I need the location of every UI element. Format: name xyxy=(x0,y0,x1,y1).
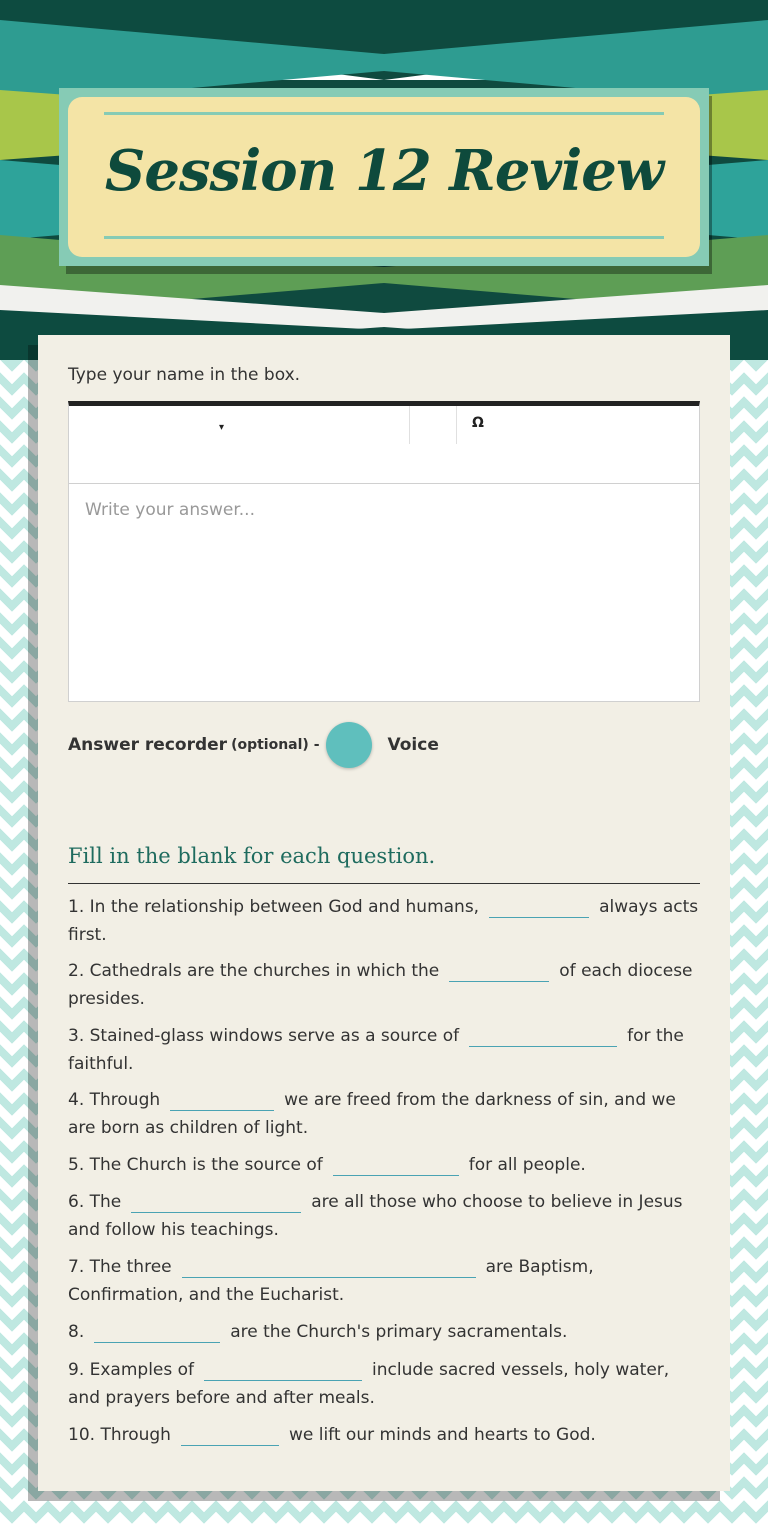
question-text: are the Church's primary sacramentals. xyxy=(230,1322,568,1342)
question-text: 4. Through xyxy=(68,1090,161,1110)
question-text: we are freed from the darkness of sin, and we are born as children of light. xyxy=(68,1090,676,1138)
page-title: Session 12 Review xyxy=(104,138,664,204)
blank-input[interactable] xyxy=(131,1190,301,1213)
blank-input[interactable] xyxy=(333,1153,459,1176)
special-character-icon[interactable]: Ω xyxy=(472,415,484,431)
name-answer-editor[interactable] xyxy=(68,401,700,702)
question-text: for all people. xyxy=(468,1155,586,1175)
question-text: 6. The xyxy=(68,1192,122,1212)
question-text: 9. Examples of xyxy=(68,1360,195,1380)
title-divider-top xyxy=(104,112,664,115)
question-text: 7. The three xyxy=(68,1257,172,1277)
voice-label[interactable]: Voice xyxy=(387,735,439,755)
toolbar-divider xyxy=(409,406,410,444)
answer-recorder xyxy=(68,722,700,768)
question-item xyxy=(68,1421,700,1449)
question-text: always acts first. xyxy=(68,897,699,945)
blank-input[interactable] xyxy=(170,1088,274,1111)
blank-input[interactable] xyxy=(181,1423,279,1446)
name-prompt: Type your name in the box. xyxy=(68,365,301,385)
recorder-optional-label: (optional) - xyxy=(231,737,320,753)
question-text: for the faithful. xyxy=(68,1026,684,1074)
question-item xyxy=(68,893,700,949)
question-text: 5. The Church is the source of xyxy=(68,1155,323,1175)
question-item xyxy=(68,1318,700,1346)
answer-input[interactable]: Write your answer... xyxy=(85,500,255,520)
question-text: 10. Through xyxy=(68,1425,171,1445)
blank-input[interactable] xyxy=(469,1024,617,1047)
question-item xyxy=(68,1356,700,1412)
record-voice-button[interactable] xyxy=(326,722,372,768)
question-text: 8. xyxy=(68,1322,85,1342)
toolbar-divider xyxy=(456,406,457,444)
blank-input[interactable] xyxy=(94,1320,220,1343)
question-item xyxy=(68,1188,700,1244)
recorder-label: Answer recorder xyxy=(68,735,228,755)
question-item xyxy=(68,957,700,1013)
question-text: of each diocese presides. xyxy=(68,961,693,1009)
question-text: are all those who choose to believe in Jesus and follow his teachings. xyxy=(68,1192,683,1240)
question-item xyxy=(68,1022,700,1078)
blank-input[interactable] xyxy=(489,895,589,918)
question-text: 2. Cathedrals are the churches in which the xyxy=(68,961,440,981)
section-divider xyxy=(68,883,700,884)
question-text: include sacred vessels, holy water, and prayers before and after meals. xyxy=(68,1360,670,1408)
editor-toolbar xyxy=(69,406,699,484)
question-text: we lift our minds and hearts to God. xyxy=(288,1425,596,1445)
question-item xyxy=(68,1151,700,1179)
section-title: Fill in the blank for each question. xyxy=(68,844,436,868)
question-text: 1. In the relationship between God and humans, xyxy=(68,897,480,917)
blank-input[interactable] xyxy=(449,959,549,982)
question-item xyxy=(68,1086,700,1142)
blank-input[interactable] xyxy=(182,1255,476,1278)
question-text: are Baptism, Confirmation, and the Eucharist. xyxy=(68,1257,594,1305)
format-dropdown-icon[interactable]: ▾ xyxy=(219,422,225,433)
question-item xyxy=(68,1253,700,1309)
question-text: 3. Stained-glass windows serve as a source of xyxy=(68,1026,460,1046)
title-divider-bottom xyxy=(104,236,664,239)
blank-input[interactable] xyxy=(204,1358,362,1381)
